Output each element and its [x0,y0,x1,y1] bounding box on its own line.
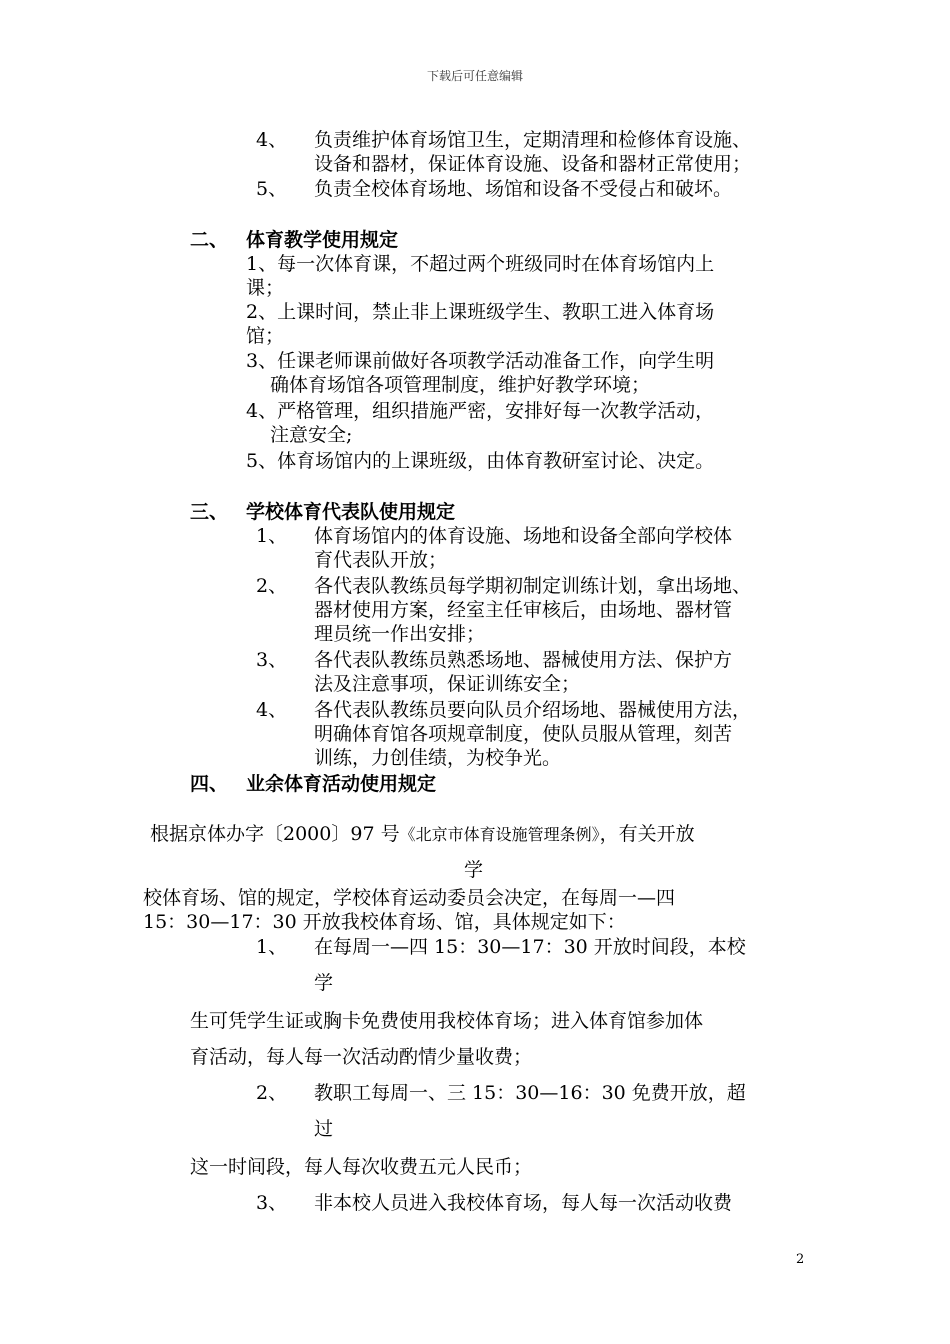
list-item-line: 体育场馆内的体育设施、场地和设备全部向学校体 [314,525,733,547]
paragraph-line: 5、体育场馆内的上课班级，由体育教研室讨论、决定。 [246,450,715,472]
section-title: 学校体育代表队使用规定 [246,501,456,523]
intro-text: 根据京体办字〔2000〕97 号 [150,823,400,845]
list-item-number: 1、 [256,525,288,547]
list-item-number: 3、 [256,649,288,671]
list-item-number: 4、 [256,129,288,151]
list-item-line: 育活动，每人每一次活动酌情少量收费； [190,1046,533,1068]
list-item-line: 各代表队教练员熟悉场地、器械使用方法、保护方 [314,649,733,671]
section-title: 体育教学使用规定 [246,229,399,251]
list-item-line: 训练，力创佳绩，为校争光。 [314,747,562,769]
intro-line [150,822,695,847]
list-item-line: 明确体育馆各项规章制度，使队员服从管理，刻苦 [314,723,733,745]
list-item-line: 理员统一作出安排； [314,623,486,645]
list-item-line: 在每周一—四 15：30—17：30 开放时间段，本校 [314,936,746,958]
list-item-line: 负责全校体育场地、场馆和设备不受侵占和破坏。 [314,178,733,200]
list-item-line: 器材使用方案，经室主任审核后，由场地、器材管 [314,599,733,621]
paragraph-line: 馆； [246,325,285,347]
regulation-title: 《北京市体育设施管理条例》 [399,825,600,844]
paragraph-line: 3、任课老师课前做好各项教学活动准备工作，向学生明 [246,350,715,372]
section-number: 三、 [190,501,229,523]
intro-line: 校体育场、馆的规定，学校体育运动委员会决定，在每周一—四 [143,887,676,909]
list-item-line: 生可凭学生证或胸卡免费使用我校体育场；进入体育馆参加体 [190,1010,704,1032]
page-header-note: 下载后可任意编辑 [426,69,523,83]
paragraph-line: 4、严格管理，组织措施严密，安排好每一次教学活动， [246,400,715,422]
paragraph-line: 2、上课时间，禁止非上课班级学生、教职工进入体育场 [246,301,715,323]
list-item-line: 这一时间段，每人每次收费五元人民币； [190,1156,533,1178]
list-item-line: 育代表队开放； [314,549,448,571]
section-number: 四、 [190,773,229,795]
list-item-number: 2、 [256,1082,288,1104]
list-item-number: 1、 [256,936,288,958]
list-item-number: 5、 [256,178,288,200]
list-item-wrap: 过 [314,1118,334,1140]
intro-line: 15：30—17：30 开放我校体育场、馆，具体规定如下： [143,911,626,933]
intro-wrap: 学 [464,859,484,881]
list-item-line: 教职工每周一、三 15：30—16：30 免费开放，超 [314,1082,746,1104]
list-item-line: 负责维护体育场馆卫生，定期清理和检修体育设施、 [314,129,752,151]
list-item-number: 2、 [256,575,288,597]
page-number: 2 [796,1252,805,1267]
list-item-number: 4、 [256,699,288,721]
list-item-line: 设备和器材，保证体育设施、设备和器材正常使用； [314,153,752,175]
paragraph-line: 注意安全; [270,424,353,446]
intro-text: ，有关开放 [599,823,695,845]
list-item-line: 非本校人员进入我校体育场，每人每一次活动收费 [314,1192,733,1214]
list-item-wrap: 学 [314,972,334,994]
paragraph-line: 课； [246,277,285,299]
list-item-line: 各代表队教练员每学期初制定训练计划，拿出场地、 [314,575,752,597]
section-number: 二、 [190,229,229,251]
paragraph-line: 确体育场馆各项管理制度，维护好教学环境； [270,374,651,396]
list-item-number: 3、 [256,1192,288,1214]
paragraph-line: 1、每一次体育课，不超过两个班级同时在体育场馆内上 [246,253,715,275]
list-item-line: 各代表队教练员要向队员介绍场地、器械使用方法， [314,699,752,721]
list-item-line: 法及注意事项，保证训练安全； [314,673,581,695]
section-title: 业余体育活动使用规定 [246,773,437,795]
